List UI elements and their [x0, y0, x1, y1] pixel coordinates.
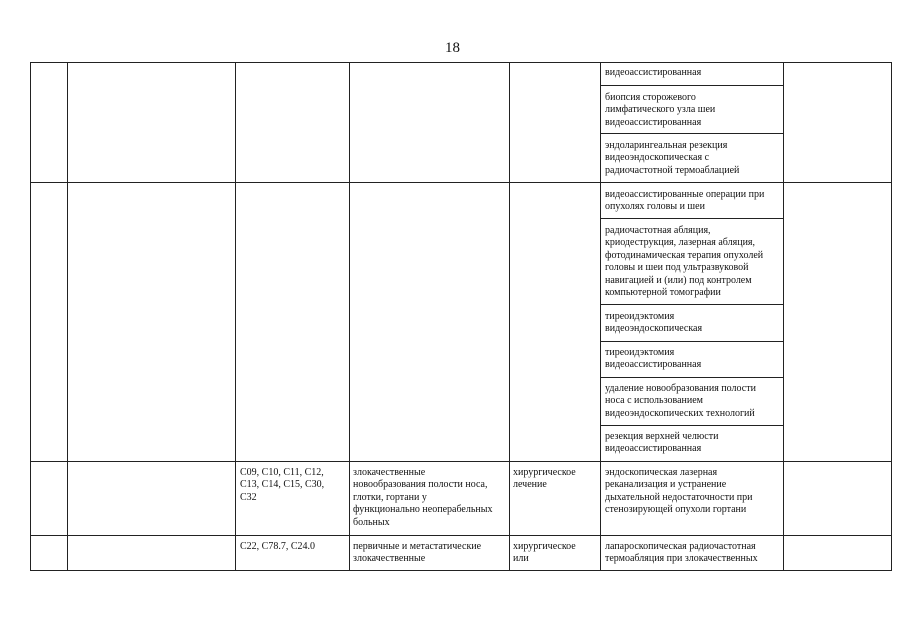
- method-cell: тиреоидэктомия видеоассистированная: [605, 347, 702, 371]
- method-divider: [600, 425, 783, 426]
- method-divider: [600, 133, 783, 134]
- method-divider: [600, 341, 783, 342]
- code-cell: C22, C78.7, C24.0: [240, 541, 316, 552]
- column-border: [783, 62, 784, 571]
- diagnosis-cell: злокачественные новообразования полости носа, глотки, гортани у функционально неоперабельных больных: [353, 467, 493, 528]
- treatment-cell: хирургическое лечение: [513, 467, 576, 491]
- method-cell: эндоларингеальная резекция видеоэндоскопическая с радиочастотной термоаблацией: [605, 140, 740, 176]
- method-cell: биопсия сторожевого лимфатического узла шеи видеоассистированная: [605, 92, 716, 128]
- method-divider: [600, 85, 783, 86]
- method-cell: видеоассистированная: [605, 67, 702, 78]
- table-top-border: [30, 62, 892, 63]
- code-cell: C09, C10, C11, C12, C13, C14, C15, C30, C32: [240, 467, 325, 503]
- method-divider: [600, 304, 783, 305]
- method-divider: [600, 218, 783, 219]
- column-border: [891, 62, 892, 571]
- method-cell: радиочастотная абляция, криодеструкция, лазерная абляция, фотодинамическая терапия опухолей головы и шеи под ультразвуковой навигацией и (или) под контролем компьютерной томографии: [605, 225, 764, 299]
- method-cell: резекция верхней челюсти видеоассистированная: [605, 431, 719, 455]
- page-number: 18: [445, 40, 460, 56]
- diagnosis-cell: первичные и метастатические злокачественные: [353, 541, 482, 565]
- row-divider: [30, 535, 892, 536]
- table-bottom-border: [30, 570, 892, 571]
- column-border: [600, 62, 601, 571]
- column-border: [509, 62, 510, 571]
- method-cell: видеоассистированные операции при опухолях головы и шеи: [605, 189, 765, 213]
- column-border: [349, 62, 350, 571]
- row-divider: [30, 182, 892, 183]
- method-divider: [600, 377, 783, 378]
- method-cell: лапароскопическая радиочастотная термоабляция при злокачественных: [605, 541, 758, 565]
- column-border: [235, 62, 236, 571]
- column-border: [30, 62, 31, 571]
- method-cell: эндоскопическая лазерная реканализация и устранение дыхательной недостаточности при стенозирующей опухоли гортани: [605, 467, 753, 516]
- method-cell: удаление новообразования полости носа с использованием видеоэндоскопических технологий: [605, 383, 756, 419]
- method-cell: тиреоидэктомия видеоэндоскопическая: [605, 311, 703, 335]
- treatment-cell: хирургическое или: [513, 541, 576, 565]
- column-border: [67, 62, 68, 571]
- row-divider: [30, 461, 892, 462]
